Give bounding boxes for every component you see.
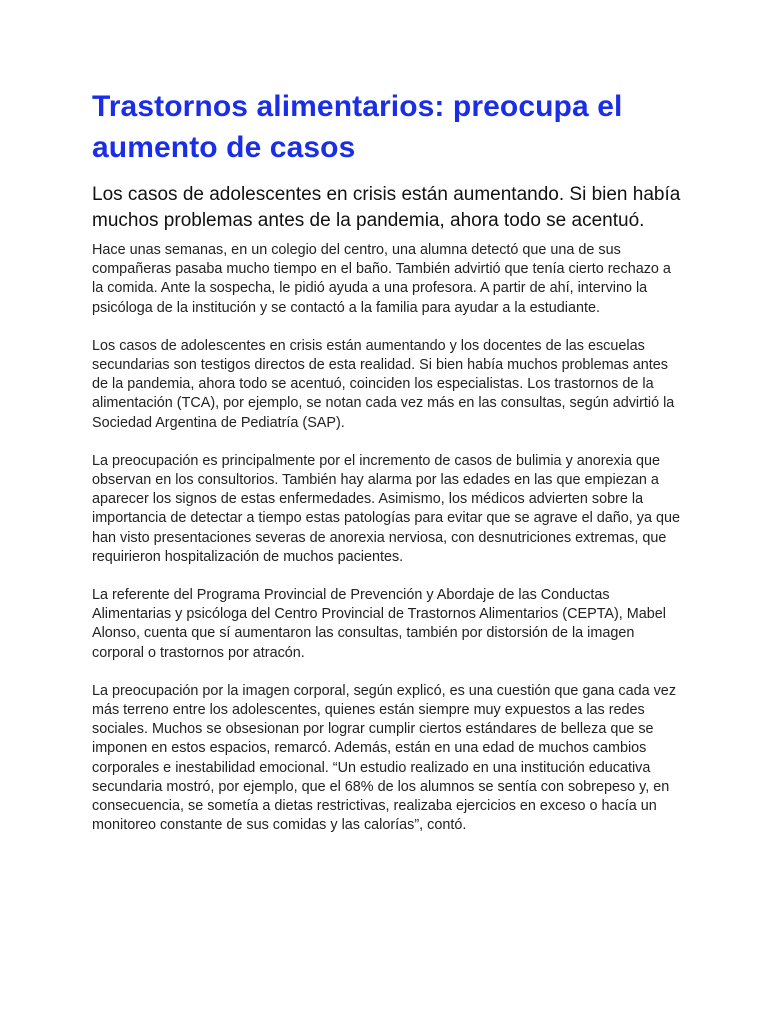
article-paragraph-2: Los casos de adolescentes en crisis están aumentando y los docentes de las escuelas secundarias son testigos directos de esta realidad. Si bien había muchos problemas antes de la pandemia, ahora todo se acentuó, coinciden los especialistas. Los trastornos de la alimentación (TCA), por ejemplo, se notan cada vez más en las consultas, según advirtió la Sociedad Argentina de Pediatría (SAP). <box>92 337 675 431</box>
article-paragraph-3: La preocupación es principalmente por el incremento de casos de bulimia y anorexia que observan en los consultorios. También hay alarma por las edades en las que empiezan a aparecer los signos de estas enfermedades. Asimismo, los médicos advierten sobre la importancia de detectar a tiempo estas patologías para evitar que se agrave el daño, ya que han visto presentaciones severas de anorexia nerviosa, con desnutriciones extremas, que requirieron hospitalización de muchos pacientes. <box>92 452 680 565</box>
article-paragraph-5: La preocupación por la imagen corporal, según explicó, es una cuestión que gana cada vez más terreno entre los adolescentes, quienes están siempre muy expuestos a las redes sociales. Muchos se obsesionan por lograr cumplir ciertos estándares de belleza que se imponen en estos espacios, remarcó. Además, están en una edad de muchos cambios corporales e inestabilidad emocional. “Un estudio realizado en una institución educativa secundaria mostró, por ejemplo, que el 68% de los alumnos se sentía con sobrepeso y, en consecuencia, se sometía a dietas restrictivas, realizaba ejercicios en exceso o hacía un monitoreo constante de sus comidas y las calorías”, contó. <box>92 682 677 834</box>
article-paragraph-4: La referente del Programa Provincial de Prevención y Abordaje de las Conductas Alimentarias y psicóloga del Centro Provincial de Trastornos Alimentarios (CEPTA), Mabel Alonso, cuenta que sí aumentaron las consultas, también por distorsión de la imagen corporal o trastornos por atracón. <box>92 587 666 661</box>
article-title: Trastornos alimentarios: preocupa el aumento de casos <box>92 90 623 164</box>
article-lead: Los casos de adolescentes en crisis están aumentando. Si bien había muchos problemas antes de la pandemia, ahora todo se acentuó. <box>92 184 681 231</box>
article-paragraph-1: Hace unas semanas, en un colegio del centro, una alumna detectó que una de sus compañeras pasaba mucho tiempo en el baño. También advirtió que tenía cierto rechazo a la comida. Ante la sospecha, le pidió ayuda a una profesora. A partir de ahí, intervino la psicóloga de la institución y se contactó a la familia para ayudar a la estudiante. <box>92 242 671 316</box>
document-page <box>92 86 682 854</box>
